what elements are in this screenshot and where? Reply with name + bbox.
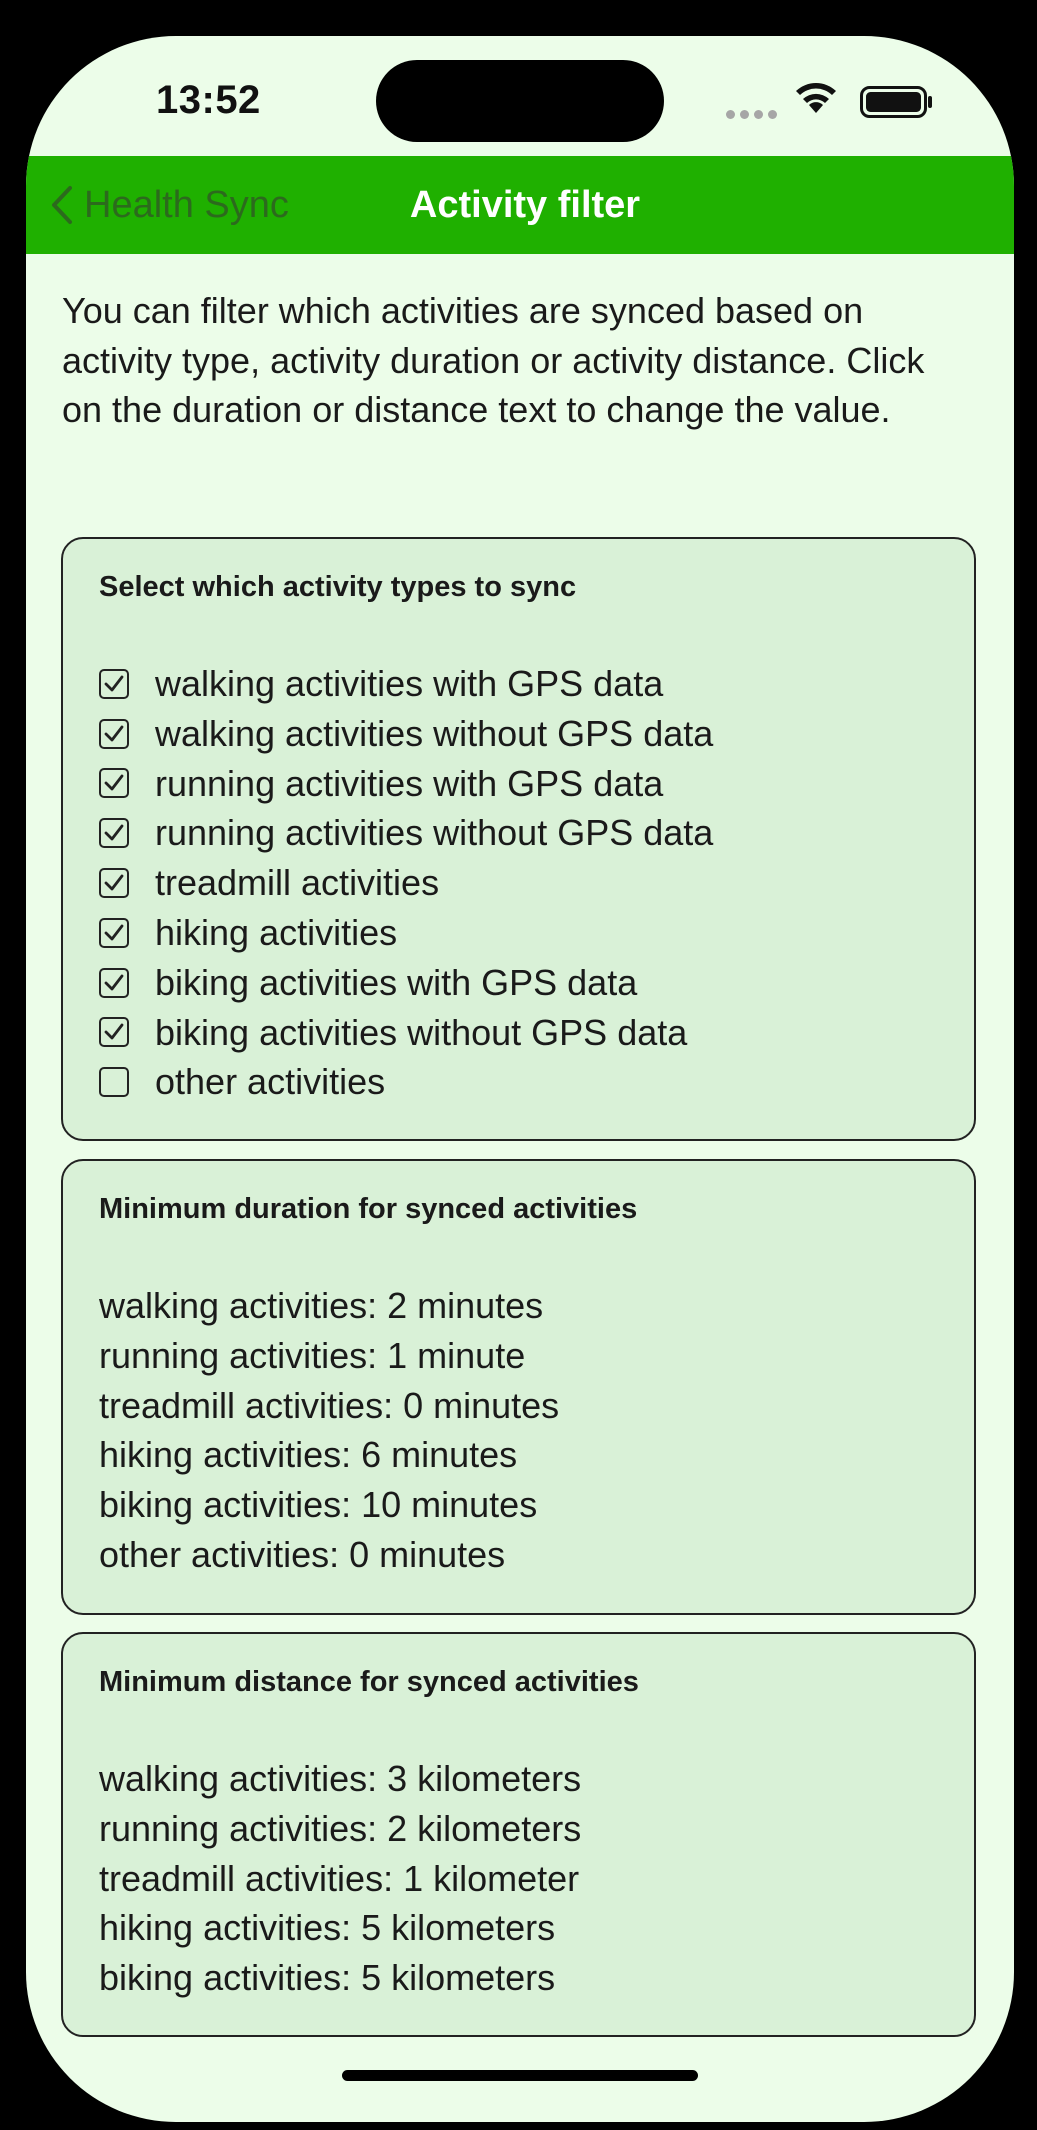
- minimum-duration-card: [61, 1159, 976, 1615]
- duration-value-link[interactable]: running activities: 1 minute: [99, 1334, 526, 1376]
- minimum-distance-list: [99, 1754, 581, 2003]
- activity-type-row[interactable]: [99, 858, 713, 908]
- checkbox-checked-icon[interactable]: [99, 719, 129, 749]
- activity-type-row[interactable]: [99, 709, 713, 759]
- distance-value-link[interactable]: hiking activities: 5 kilometers: [99, 1907, 556, 1949]
- phone-screen: [26, 36, 1014, 2122]
- checkbox-checked-icon[interactable]: [99, 669, 129, 699]
- distance-value-link[interactable]: walking activities: 3 kilometers: [99, 1758, 582, 1799]
- activity-type-label: walking activities with GPS data: [155, 663, 664, 704]
- navigation-bar: [26, 156, 1014, 254]
- dynamic-island: [376, 60, 664, 142]
- home-indicator[interactable]: [342, 2070, 698, 2081]
- minimum-duration-title: Minimum duration for synced activities: [99, 1193, 638, 1225]
- checkbox-unchecked-icon[interactable]: [99, 1067, 129, 1097]
- activity-type-row[interactable]: [99, 808, 713, 858]
- duration-value-link[interactable]: other activities: 0 minutes: [99, 1533, 506, 1575]
- minimum-distance-card: [61, 1632, 976, 2037]
- activity-type-label: running activities with GPS data: [155, 762, 664, 804]
- distance-value-link[interactable]: biking activities: 5 kilometers: [99, 1957, 556, 1999]
- duration-value-link[interactable]: hiking activities: 6 minutes: [99, 1434, 518, 1476]
- activity-type-row[interactable]: [99, 659, 713, 709]
- activity-types-card: [61, 537, 976, 1141]
- checkbox-checked-icon[interactable]: [99, 768, 129, 798]
- activity-type-label: biking activities with GPS data: [155, 961, 638, 1003]
- activity-type-row[interactable]: [99, 1008, 713, 1058]
- checkbox-checked-icon[interactable]: [99, 918, 129, 948]
- page-title: Activity filter: [409, 184, 641, 226]
- cellular-signal-icon: [726, 106, 782, 124]
- activity-type-row[interactable]: [99, 958, 713, 1008]
- distance-value-link[interactable]: running activities: 2 kilometers: [99, 1807, 582, 1849]
- intro-text: You can filter which activities are synced based on activity type, activity duration or activity distance. Click on the duration or distance text to change the value.: [62, 290, 925, 430]
- duration-value-link[interactable]: biking activities: 10 minutes: [99, 1484, 538, 1526]
- activity-type-row[interactable]: [99, 1057, 713, 1107]
- minimum-duration-list: [99, 1281, 559, 1580]
- duration-value-link[interactable]: walking activities: 2 minutes: [99, 1285, 544, 1326]
- checkbox-checked-icon[interactable]: [99, 1017, 129, 1047]
- duration-value-link[interactable]: treadmill activities: 0 minutes: [99, 1384, 560, 1426]
- activity-type-label: walking activities without GPS data: [155, 712, 714, 754]
- activity-type-label: biking activities without GPS data: [155, 1011, 688, 1053]
- wifi-icon: [794, 80, 838, 114]
- activity-type-label: treadmill activities: [155, 862, 440, 904]
- activity-types-title: Select which activity types to sync: [99, 571, 577, 603]
- activity-type-row[interactable]: [99, 908, 713, 958]
- activity-type-label: other activities: [155, 1061, 386, 1103]
- distance-value-link[interactable]: treadmill activities: 1 kilometer: [99, 1857, 580, 1899]
- back-button-label: Health Sync: [84, 183, 289, 226]
- activity-type-label: running activities without GPS data: [155, 812, 714, 854]
- checkbox-checked-icon[interactable]: [99, 868, 129, 898]
- status-time: 13:52: [156, 78, 261, 122]
- checkbox-checked-icon[interactable]: [99, 818, 129, 848]
- minimum-distance-title: Minimum distance for synced activities: [99, 1666, 639, 1698]
- activity-types-list: [99, 659, 713, 1107]
- activity-type-label: hiking activities: [155, 911, 398, 953]
- status-bar: [26, 36, 1014, 156]
- activity-type-row[interactable]: [99, 759, 713, 809]
- checkbox-checked-icon[interactable]: [99, 968, 129, 998]
- battery-icon: [860, 86, 934, 118]
